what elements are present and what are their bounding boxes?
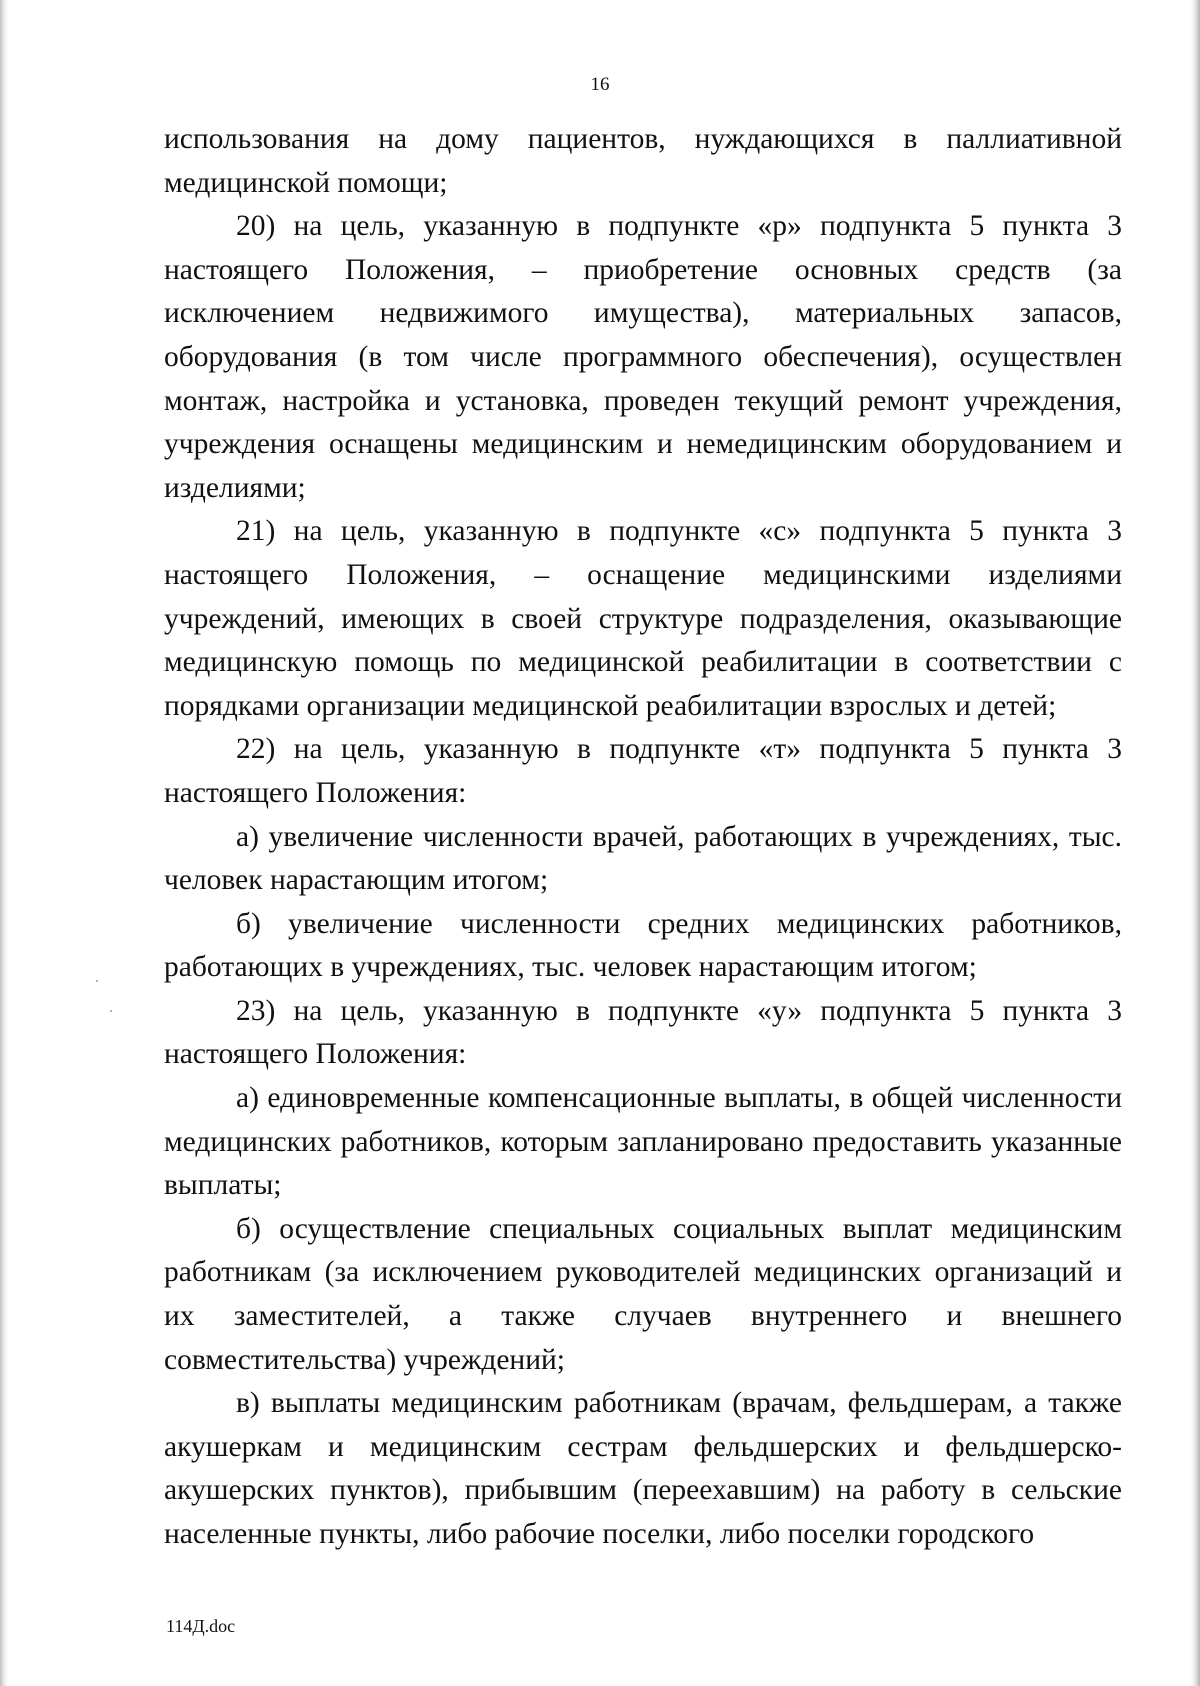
paragraph-item-23-v: в) выплаты медицинским работникам (врачам, фельдшерам, а также акушеркам и медицинским сестрам фельдшерских и фельдшерско-акушерских пунктов), прибывшим (переехавшим) на работу в сельские населенные пункты, либо рабочие поселки, либо поселки городского <box>164 1387 1122 1550</box>
paragraph-item-23-a: а) единовременные компенсационные выплаты, в общей численности медицинских работников, которым запланировано предоставить указанные выплаты; <box>164 1082 1122 1202</box>
document-body <box>164 118 1122 1557</box>
footer-filename: 114Д.doc <box>166 1616 236 1636</box>
scan-speck <box>110 1010 112 1012</box>
paragraph-item-20: 20) на цель, указанную в подпункте «р» подпункта 5 пункта 3 настоящего Положения, – приобретение основных средств (за исключением недвижимого имущества), материальных запасов, оборудования (в том числе программного обеспечения), осуществлен монтаж, настройка и установка, проведен текущий ремонт учреждения, учреждения оснащены медицинским и немедицинским оборудованием и изделиями; <box>164 210 1122 504</box>
paragraph-item-22: 22) на цель, указанную в подпункте «т» подпункта 5 пункта 3 настоящего Положения: <box>164 733 1122 809</box>
page-number: 16 <box>590 74 610 95</box>
paragraph-item-22-a: а) увеличение численности врачей, работающих в учреждениях, тыс. человек нарастающим итогом; <box>164 820 1122 897</box>
paragraph-item-23-b: б) осуществление специальных социальных выплат медицинским работникам (за исключением руководителей медицинских организаций и их заместителей, а также случаев внутреннего и внешнего совместительства) учреждений; <box>164 1212 1122 1376</box>
paragraph-item-21: 21) на цель, указанную в подпункте «с» подпункта 5 пункта 3 настоящего Положения, – оснащение медицинскими изделиями учреждений, имеющих в своей структуре подразделения, оказывающие медицинскую помощь по медицинской реабилитации в соответствии с порядками организации медицинской реабилитации взрослых и детей; <box>164 515 1122 722</box>
scan-speck <box>96 980 98 982</box>
scan-edge-right <box>1190 0 1200 1686</box>
paragraph-item-22-b: б) увеличение численности средних медицинских работников, работающих в учреждениях, тыс. человек нарастающим итогом; <box>164 907 1122 984</box>
scan-edge-left <box>0 0 8 1686</box>
paragraph-continuation: использования на дому пациентов, нуждающихся в паллиативной медицинской помощи; <box>164 123 1122 199</box>
paragraph-item-23: 23) на цель, указанную в подпункте «у» подпункта 5 пункта 3 настоящего Положения: <box>164 994 1122 1071</box>
